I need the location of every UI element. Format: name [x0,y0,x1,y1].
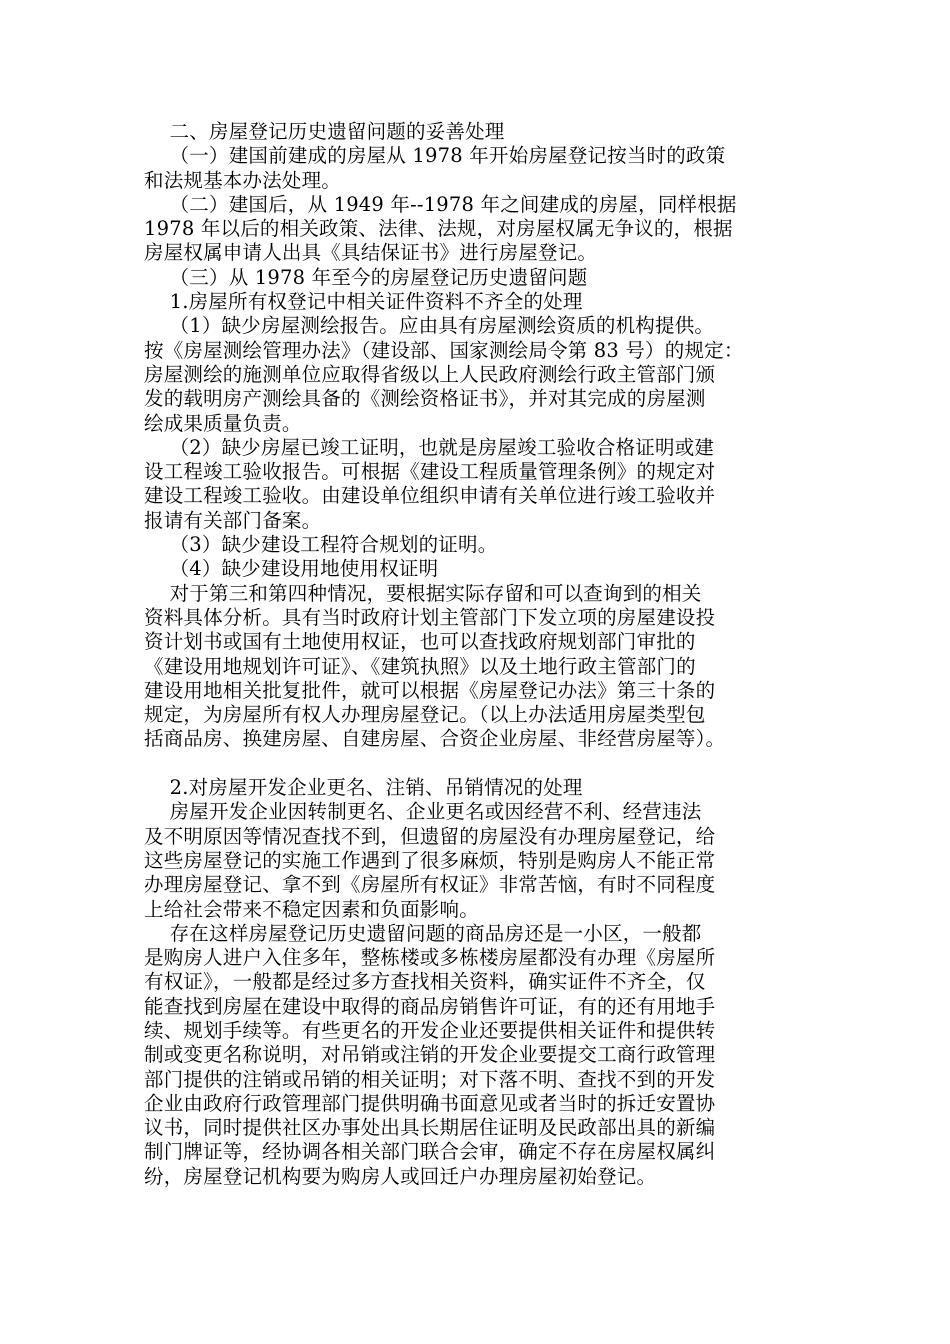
text-line: 绘成果质量负责。 [144,411,302,435]
text-line: 有权证》，一般都是经过多方查找相关资料，确实证件不齐全，仅 [144,970,706,994]
text-line: 对于第三和第四种情况，要根据实际存留和可以查询到的相关 [144,581,702,605]
text-line: （一）建国前建成的房屋从 1978 年开始房屋登记按当时的政策 [144,144,726,168]
document-body [144,120,820,1189]
text-line: 制或变更名称说明，对吊销或注销的开发企业要提交工商行政管理 [144,1043,716,1067]
text-line: 续、规划手续等。有些更名的开发企业还要提供相关证件和提供转 [144,1018,716,1042]
text-line: 房屋权属申请人出具《具结保证书》进行房屋登记。 [144,241,598,265]
text-line: 设工程竣工验收报告。可根据《建设工程质量管理条例》的规定对 [144,460,716,484]
text-line: （4）缺少建设用地使用权证明 [144,557,439,581]
text-line: 资料具体分析。具有当时政府计划主管部门下发立项的房屋建设投 [144,605,716,629]
text-line: 部门提供的注销或吊销的相关证明；对下落不明、查找不到的开发 [144,1067,716,1091]
text-line: 发的载明房产测绘具备的《测绘资格证书》，并对其完成的房屋测 [144,387,706,411]
text-line: 按《房屋测绘管理办法》（建设部、国家测绘局令第 83 号）的规定： [144,338,744,362]
text-line: 《建设用地规划许可证》、《建筑执照》以及土地行政主管部门的 [144,654,696,678]
text-line: 和法规基本办法处理。 [144,168,342,192]
text-line: 1.房屋所有权登记中相关证件资料不齐全的处理 [144,290,583,314]
text-line: 能查找到房屋在建设中取得的商品房销售许可证，有的还有用地手 [144,994,716,1018]
text-line: 存在这样房屋登记历史遗留问题的商品房还是一小区，一般都 [144,921,702,945]
text-line: 房屋开发企业因转制更名、企业更名或因经营不利、经营违法 [144,800,702,824]
text-line: 报请有关部门备案。 [144,508,322,532]
text-line: 1978 年以后的相关政策、法律、法规，对房屋权属无争议的，根据 [144,217,733,241]
text-line: 规定，为房屋所有权人办理房屋登记。（以上办法适用房屋类型包 [144,703,706,727]
text-line: 制门牌证等，经协调各相关部门联合会审，确定不存在房屋权属纠 [144,1140,716,1164]
text-line [144,752,820,776]
text-line: 这些房屋登记的实施工作遇到了很多麻烦，特别是购房人不能正常 [144,848,716,872]
text-line: （2）缺少房屋已竣工证明，也就是房屋竣工验收合格证明或建 [144,435,715,459]
text-line: 二、房屋登记历史遗留问题的妥善处理 [144,120,505,143]
text-line: 办理房屋登记、拿不到《房屋所有权证》非常苦恼，有时不同程度 [144,873,716,897]
text-line: （三）从 1978 年至今的房屋登记历史遗留问题 [144,265,588,289]
text-line: 资计划书或国有土地使用权证，也可以查找政府规划部门审批的 [144,630,696,654]
text-line: （二）建国后，从 1949 年--1978 年之间建成的房屋，同样根据 [144,192,737,216]
text-line: 上给社会带来不稳定因素和负面影响。 [144,897,479,921]
text-line: 建设工程竣工验收。由建设单位组织申请有关单位进行竣工验收并 [144,484,716,508]
text-line: 及不明原因等情况查找不到，但遗留的房屋没有办理房屋登记，给 [144,824,716,848]
text-line: 2.对房屋开发企业更名、注销、吊销情况的处理 [144,776,583,800]
text-line: 建设用地相关批复批件，就可以根据《房屋登记办法》第三十条的 [144,678,716,702]
text-line: （1）缺少房屋测绘报告。应由具有房屋测绘资质的机构提供。 [144,314,715,338]
text-line: 议书，同时提供社区办事处出具长期居住证明及民政部出具的新编 [144,1116,716,1140]
text-line: 是购房人进户入住多年，整栋楼或多栋楼房屋都没有办理《房屋所 [144,946,716,970]
text-line: 企业由政府行政管理部门提供明确书面意见或者当时的拆迁安置协 [144,1091,716,1115]
text-line: 房屋测绘的施测单位应取得省级以上人民政府测绘行政主管部门颁 [144,362,716,386]
text-line: 纷，房屋登记机构要为购房人或回迁户办理房屋初始登记。 [144,1164,657,1188]
text-line: （3）缺少建设工程符合规划的证明。 [144,533,498,557]
text-line: 括商品房、换建房屋、自建房屋、合资企业房屋、非经营房屋等）。 [144,727,726,751]
